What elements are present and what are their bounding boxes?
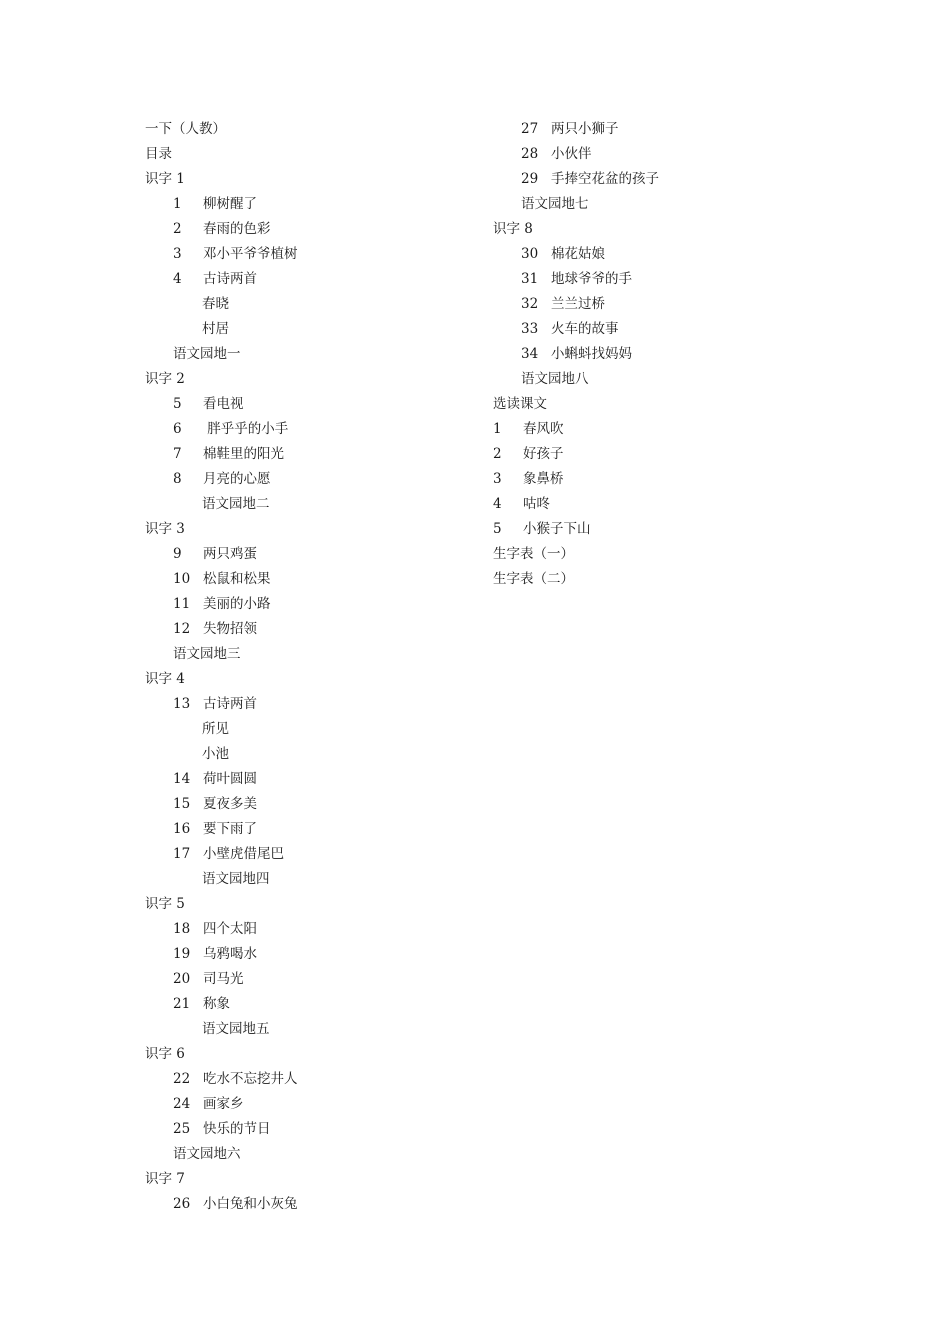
toc-entry-number: 28 (521, 146, 539, 162)
toc-entry-title: 识字 5 (145, 896, 185, 912)
toc-entry (145, 217, 298, 242)
toc-entry-number: 27 (521, 121, 539, 137)
toc-entry (145, 917, 298, 942)
toc-entry (145, 792, 298, 817)
toc-entry (493, 192, 659, 217)
toc-entry (145, 867, 298, 892)
toc-entry-number: 19 (173, 946, 191, 962)
toc-entry-number: 6 (173, 421, 182, 437)
toc-entry-title: 识字 6 (145, 1046, 185, 1062)
toc-entry-title: 称象 (203, 996, 230, 1012)
toc-entry (493, 467, 659, 492)
toc-entry-title: 识字 7 (145, 1171, 185, 1187)
toc-entry-number: 12 (173, 621, 191, 637)
toc-entry-title: 语文园地五 (202, 1021, 270, 1037)
toc-entry (145, 492, 298, 517)
toc-entry (145, 692, 298, 717)
toc-entry-title: 语文园地六 (173, 1146, 241, 1162)
toc-entry-number: 22 (173, 1071, 191, 1087)
toc-entry (493, 317, 659, 342)
toc-entry (145, 442, 298, 467)
toc-entry-title: 失物招领 (203, 621, 257, 637)
toc-entry-title: 小壁虎借尾巴 (203, 846, 284, 862)
toc-entry (145, 1167, 298, 1192)
toc-entry-title: 识字 1 (145, 171, 185, 187)
toc-entry-title: 火车的故事 (551, 321, 619, 337)
toc-entry-number: 5 (173, 396, 182, 412)
toc-entry-title: 快乐的节日 (203, 1121, 271, 1137)
toc-entry (145, 292, 298, 317)
toc-entry-number: 31 (521, 271, 539, 287)
toc-entry (145, 117, 298, 142)
toc-entry (145, 767, 298, 792)
toc-entry-number: 4 (493, 496, 502, 512)
toc-entry (145, 567, 298, 592)
toc-entry-title: 识字 4 (145, 671, 185, 687)
toc-left-column (145, 117, 298, 1217)
toc-entry-number: 21 (173, 996, 191, 1012)
toc-entry (145, 842, 298, 867)
toc-entry (145, 392, 298, 417)
toc-entry-title: 小池 (202, 746, 229, 762)
toc-entry-number: 15 (173, 796, 191, 812)
toc-entry-number: 34 (521, 346, 539, 362)
toc-entry (493, 292, 659, 317)
toc-entry (145, 242, 298, 267)
toc-entry (145, 1042, 298, 1067)
toc-entry-number: 13 (173, 696, 191, 712)
toc-entry-title: 语文园地一 (173, 346, 241, 362)
toc-entry-number: 33 (521, 321, 539, 337)
toc-entry (145, 592, 298, 617)
toc-entry (145, 742, 298, 767)
toc-entry-title: 四个太阳 (203, 921, 257, 937)
toc-entry (145, 1092, 298, 1117)
toc-entry (493, 167, 659, 192)
toc-entry (145, 267, 298, 292)
toc-entry (493, 442, 659, 467)
toc-entry-number: 32 (521, 296, 539, 312)
toc-entry-title: 看电视 (203, 396, 244, 412)
toc-entry-title: 月亮的心愿 (203, 471, 271, 487)
toc-entry-number: 24 (173, 1096, 191, 1112)
toc-entry (493, 542, 659, 567)
toc-entry-title: 语文园地八 (521, 371, 589, 387)
toc-entry-title: 手捧空花盆的孩子 (551, 171, 659, 187)
toc-entry-title: 咕咚 (523, 496, 550, 512)
toc-entry (145, 1142, 298, 1167)
toc-entry-title: 荷叶圆圆 (203, 771, 257, 787)
toc-entry-title: 识字 2 (145, 371, 185, 387)
toc-entry-number: 5 (493, 521, 502, 537)
toc-entry-title: 语文园地三 (173, 646, 241, 662)
toc-entry-title: 胖乎乎的小手 (203, 421, 289, 437)
toc-entry (145, 342, 298, 367)
toc-entry (493, 142, 659, 167)
toc-entry-number: 29 (521, 171, 539, 187)
toc-entry-number: 3 (173, 246, 182, 262)
toc-entry-number: 8 (173, 471, 182, 487)
toc-right-column (493, 117, 659, 592)
toc-entry (493, 242, 659, 267)
toc-entry-number: 4 (173, 271, 182, 287)
toc-entry-title: 语文园地二 (202, 496, 270, 512)
toc-entry-title: 生字表（一） (493, 546, 574, 562)
toc-entry (145, 1117, 298, 1142)
toc-entry-number: 2 (493, 446, 502, 462)
toc-entry (145, 1192, 298, 1217)
toc-entry (493, 342, 659, 367)
toc-entry-title: 春晓 (202, 296, 229, 312)
toc-entry (493, 517, 659, 542)
toc-entry-title: 所见 (202, 721, 229, 737)
toc-entry-title: 棉花姑娘 (551, 246, 605, 262)
toc-entry-title: 司马光 (203, 971, 244, 987)
toc-entry (145, 992, 298, 1017)
toc-entry (493, 492, 659, 517)
toc-entry-title: 松鼠和松果 (203, 571, 271, 587)
toc-entry-title: 美丽的小路 (203, 596, 271, 612)
toc-entry (145, 892, 298, 917)
toc-entry-number: 17 (173, 846, 191, 862)
toc-entry (493, 117, 659, 142)
toc-entry (145, 417, 298, 442)
toc-entry-number: 30 (521, 246, 539, 262)
toc-entry-title: 好孩子 (523, 446, 564, 462)
toc-entry-number: 11 (173, 596, 191, 612)
toc-entry-number: 7 (173, 446, 182, 462)
toc-entry-number: 20 (173, 971, 191, 987)
toc-entry (145, 617, 298, 642)
toc-entry-number: 16 (173, 821, 191, 837)
toc-entry (493, 567, 659, 592)
toc-entry-title: 两只鸡蛋 (203, 546, 257, 562)
toc-entry-title: 春风吹 (523, 421, 564, 437)
toc-entry-title: 识字 3 (145, 521, 185, 537)
toc-entry-title: 语文园地四 (202, 871, 270, 887)
toc-entry (145, 967, 298, 992)
toc-entry-title: 小白兔和小灰兔 (203, 1196, 298, 1212)
toc-entry-title: 画家乡 (203, 1096, 244, 1112)
toc-entry (145, 142, 298, 167)
toc-entry-number: 3 (493, 471, 502, 487)
toc-entry (145, 192, 298, 217)
toc-entry-title: 兰兰过桥 (551, 296, 605, 312)
toc-entry (145, 717, 298, 742)
toc-entry (493, 417, 659, 442)
toc-entry (145, 1067, 298, 1092)
toc-entry (145, 942, 298, 967)
toc-entry-title: 要下雨了 (203, 821, 257, 837)
toc-entry-number: 2 (173, 221, 182, 237)
toc-entry-title: 两只小狮子 (551, 121, 619, 137)
toc-entry-title: 地球爷爷的手 (551, 271, 632, 287)
toc-entry-title: 古诗两首 (203, 271, 257, 287)
toc-entry-title: 象鼻桥 (523, 471, 564, 487)
toc-entry (145, 467, 298, 492)
toc-entry-title: 春雨的色彩 (203, 221, 271, 237)
toc-entry-number: 9 (173, 546, 182, 562)
toc-entry (145, 367, 298, 392)
toc-entry (145, 517, 298, 542)
toc-entry-title: 柳树醒了 (203, 196, 257, 212)
toc-entry-title: 一下（人教） (145, 121, 226, 137)
toc-entry (493, 217, 659, 242)
toc-entry (145, 667, 298, 692)
toc-entry (493, 267, 659, 292)
toc-entry-title: 选读课文 (493, 396, 547, 412)
toc-entry-title: 村居 (202, 321, 229, 337)
toc-entry-title: 小伙伴 (551, 146, 592, 162)
toc-entry (145, 1017, 298, 1042)
toc-entry (145, 642, 298, 667)
toc-entry (493, 367, 659, 392)
toc-entry-title: 生字表（二） (493, 571, 574, 587)
toc-entry-title: 夏夜多美 (203, 796, 257, 812)
toc-entry-title: 目录 (145, 146, 172, 162)
toc-entry-title: 邓小平爷爷植树 (203, 246, 298, 262)
toc-entry (145, 542, 298, 567)
toc-entry (493, 392, 659, 417)
toc-entry-title: 小蝌蚪找妈妈 (551, 346, 632, 362)
toc-entry-number: 1 (173, 196, 182, 212)
toc-entry-number: 18 (173, 921, 191, 937)
toc-entry-number: 14 (173, 771, 191, 787)
toc-entry-number: 25 (173, 1121, 191, 1137)
toc-entry-number: 10 (173, 571, 191, 587)
toc-entry-title: 古诗两首 (203, 696, 257, 712)
toc-entry-title: 识字 8 (493, 221, 533, 237)
toc-entry-title: 棉鞋里的阳光 (203, 446, 284, 462)
toc-entry-title: 吃水不忘挖井人 (203, 1071, 298, 1087)
toc-entry (145, 817, 298, 842)
toc-entry (145, 317, 298, 342)
toc-entry (145, 167, 298, 192)
toc-entry-number: 26 (173, 1196, 191, 1212)
toc-entry-title: 小猴子下山 (523, 521, 591, 537)
toc-entry-title: 语文园地七 (521, 196, 589, 212)
toc-entry-number: 1 (493, 421, 502, 437)
toc-entry-title: 乌鸦喝水 (203, 946, 257, 962)
